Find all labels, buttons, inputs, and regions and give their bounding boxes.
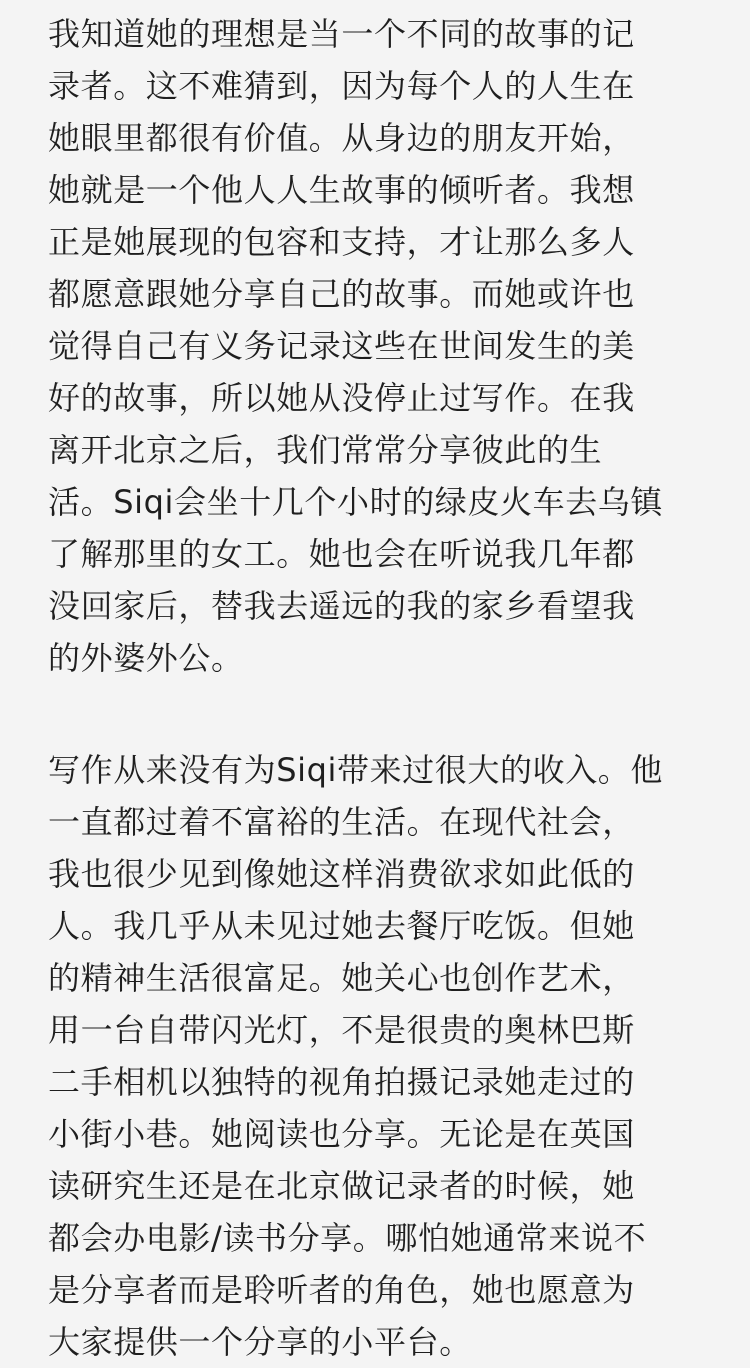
text-line: 活。Siqi会坐十几个小时的绿皮火车去乌镇 (48, 483, 664, 521)
text-line: 她眼里都很有价值。从身边的朋友开始， (48, 119, 635, 157)
text-line: 读研究生还是在北京做记录者的时候，她 (48, 1167, 635, 1205)
text-line: 离开北京之后，我们常常分享彼此的生 (48, 431, 603, 469)
text-line: 写作从来没有为Siqi带来过很大的收入。他 (48, 751, 664, 789)
paragraph-2 (48, 744, 728, 1368)
text-line: 了解那里的女工。她也会在听说我几年都 (48, 535, 635, 573)
article-body (48, 0, 728, 1368)
text-line: 正是她展现的包容和支持，才让那么多人 (48, 223, 635, 261)
text-line: 的外婆外公。 (48, 639, 244, 677)
paragraph-gap (48, 684, 728, 736)
text-line: 一直都过着不富裕的生活。在现代社会， (48, 803, 635, 841)
text-line: 人。我几乎从未见过她去餐厅吃饭。但她 (48, 907, 635, 945)
text-line: 都会办电影/读书分享。哪怕她通常来说不 (48, 1219, 647, 1257)
text-line: 我知道她的理想是当一个不同的故事的记 (48, 15, 635, 53)
text-line: 我也很少见到像她这样消费欲求如此低的 (48, 855, 635, 893)
text-line: 二手相机以独特的视角拍摄记录她走过的 (48, 1063, 635, 1101)
text-line: 的精神生活很富足。她关心也创作艺术， (48, 959, 635, 997)
paragraph-1 (48, 8, 728, 684)
text-line: 用一台自带闪光灯，不是很贵的奥林巴斯 (48, 1011, 635, 1049)
text-line: 好的故事，所以她从没停止过写作。在我 (48, 379, 635, 417)
text-line: 都愿意跟她分享自己的故事。而她或许也 (48, 275, 635, 313)
text-line: 觉得自己有义务记录这些在世间发生的美 (48, 327, 635, 365)
text-line: 她就是一个他人人生故事的倾听者。我想 (48, 171, 635, 209)
text-line: 录者。这不难猜到，因为每个人的人生在 (48, 67, 635, 105)
text-line: 是分享者而是聆听者的角色，她也愿意为 (48, 1271, 635, 1309)
text-line: 小街小巷。她阅读也分享。无论是在英国 (48, 1115, 635, 1153)
text-line: 没回家后，替我去遥远的我的家乡看望我 (48, 587, 635, 625)
text-line: 大家提供一个分享的小平台。 (48, 1323, 472, 1361)
